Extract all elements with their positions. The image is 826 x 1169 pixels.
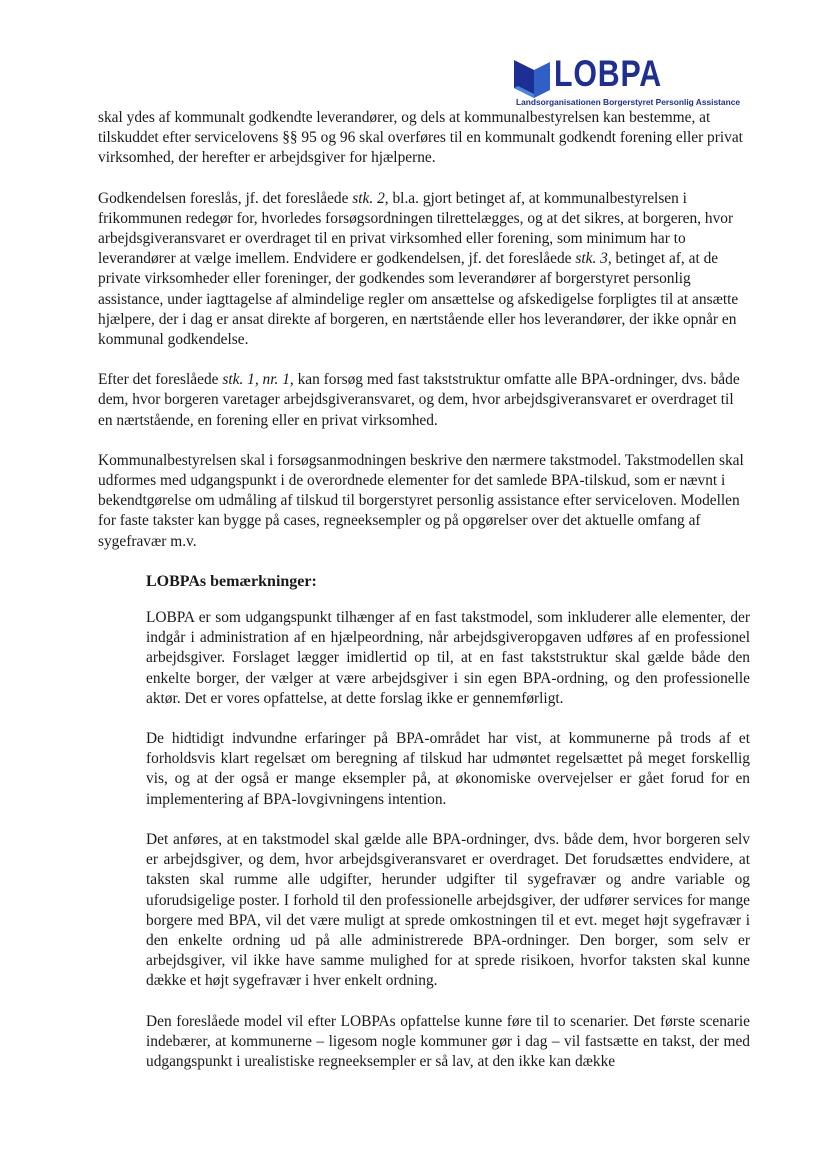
lobpa-logo	[512, 53, 762, 110]
document-body	[98, 108, 750, 1092]
section-heading: LOBPAs bemærkninger:	[146, 572, 317, 590]
lobpa-logo-icon	[512, 58, 556, 102]
logo-subtitle: Landsorganisationen Borgerstyret Personlig Assistance	[516, 97, 741, 107]
paragraph-8: Den foreslåede model vil efter LOBPAs opfattelse kunne føre til to scenarier. Det første scenarie indebærer, at kommunerne – ligesom nogle kommuner gør i dag – vil fastsætte en takst, der med udgangspunkt i urealistiske regneeksempler er så lav, at den ikke kan dække	[146, 1012, 750, 1070]
paragraph-7: Det anføres, at en takstmodel skal gælde alle BPA-ordninger, dvs. både dem, hvor borgeren selv er arbejdsgiver, og dem, hvor arbejdsgiveransvaret er overdraget. Det forudsættes endvidere, at taksten skal rumme alle udgifter, herunder udgifter til sygefravær og andre variable og uforudsigelige poster. I forhold til den professionelle arbejdsgiver, der udfører services for mange borgere med BPA, vil det være muligt at sprede omkostningen til et evt. meget højt sygefravær i den enkelte ordning ud på alle administrerede BPA-ordninger. Den borger, som selv er arbejdsgiver, vil ikke have samme mulighed for at sprede risikoen, hvorfor taksten skal kunne dække et højt sygefravær i hver enkelt ordning.	[146, 830, 750, 990]
paragraph-1: skal ydes af kommunalt godkendte leverandører, og dels at kommunalbestyrelsen kan bestemme, at tilskuddet efter servicelovens §§ 95 og 96 skal overføres til en kommunalt godkendt forening eller privat virksomhed, der herefter er arbejdsgiver for hjælperne.	[98, 109, 743, 167]
paragraph-5: LOBPA er som udgangspunkt tilhænger af en fast takstmodel, som inkluderer alle elementer, der indgår i administration af en hjælpeordning, når arbejdsgiveropgaven udføres af en professionel arbejdsgiver. Forslaget lægger imidlertid op til, at en fast takststruktur skal gælde både den enkelte borger, der vælger at være arbejdsgiver i sin egen BPA-ordning, og den professionelle aktør. Det er vores opfattelse, at dette forslag ikke er gennemførligt.	[146, 609, 750, 707]
paragraph-6: De hidtidigt indvundne erfaringer på BPA-området har vist, at kommunerne på trods af et forholdsvis klart regelsæt om beregning af tilskud har udmøntet regelsættet på meget forskellig vis, og at der også er mange eksempler på, at økonomiske overvejelser er gået forud for en implementering af BPA-lovgivningens intention.	[146, 730, 750, 808]
paragraph-4: Kommunalbestyrelsen skal i forsøgsanmodningen beskrive den nærmere takstmodel. Takstmodellen skal udformes med udgangspunkt i de overordnede elementer for det samlede BPA-tilskud, som er nævnt i bekendtgørelse om udmåling af tilskud til borgerstyret personlig assistance efter serviceloven. Modellen for faste takster kan bygge på cases, regneeksempler og på opgørelser over det aktuelle omfang af sygefravær m.v.	[98, 451, 744, 550]
paragraph-2: Godkendelsen foreslås, jf. det foreslåede stk. 2, bl.a. gjort betinget af, at kommunalbestyrelsen i frikommunen redegør for, hvorledes forsøgsordningen tilrettelægges, og at det sikres, at borgeren, hvor arbejdsgiveransvaret er overdraget til en privat virksomhed eller forening, som minimum har to leverandører at vælge imellem. Endvidere er godkendelsen, jf. det foreslåede stk. 3, betinget af, at de private virksomheder eller foreninger, der godkendes som leverandører af borgerstyret personlig assistance, under iagttagelse af almindelige regler om ansættelse og afskedigelse forpligtes til at ansætte hjælpere, der i dag er ansat direkte af borgeren, en nærtstående eller hos leverandører, der ikke opnår en kommunal godkendelse.	[98, 189, 739, 349]
logo-wordmark: LOBPA	[554, 53, 663, 94]
paragraph-3: Efter det foreslåede stk. 1, nr. 1, kan forsøg med fast takststruktur omfatte alle BPA-ordninger, dvs. både dem, hvor borgeren varetager arbejdsgiveransvaret, og dem, hvor arbejdsgiveransvaret er overdraget til en nærtstående, en forening eller en privat virksomhed.	[98, 371, 740, 429]
